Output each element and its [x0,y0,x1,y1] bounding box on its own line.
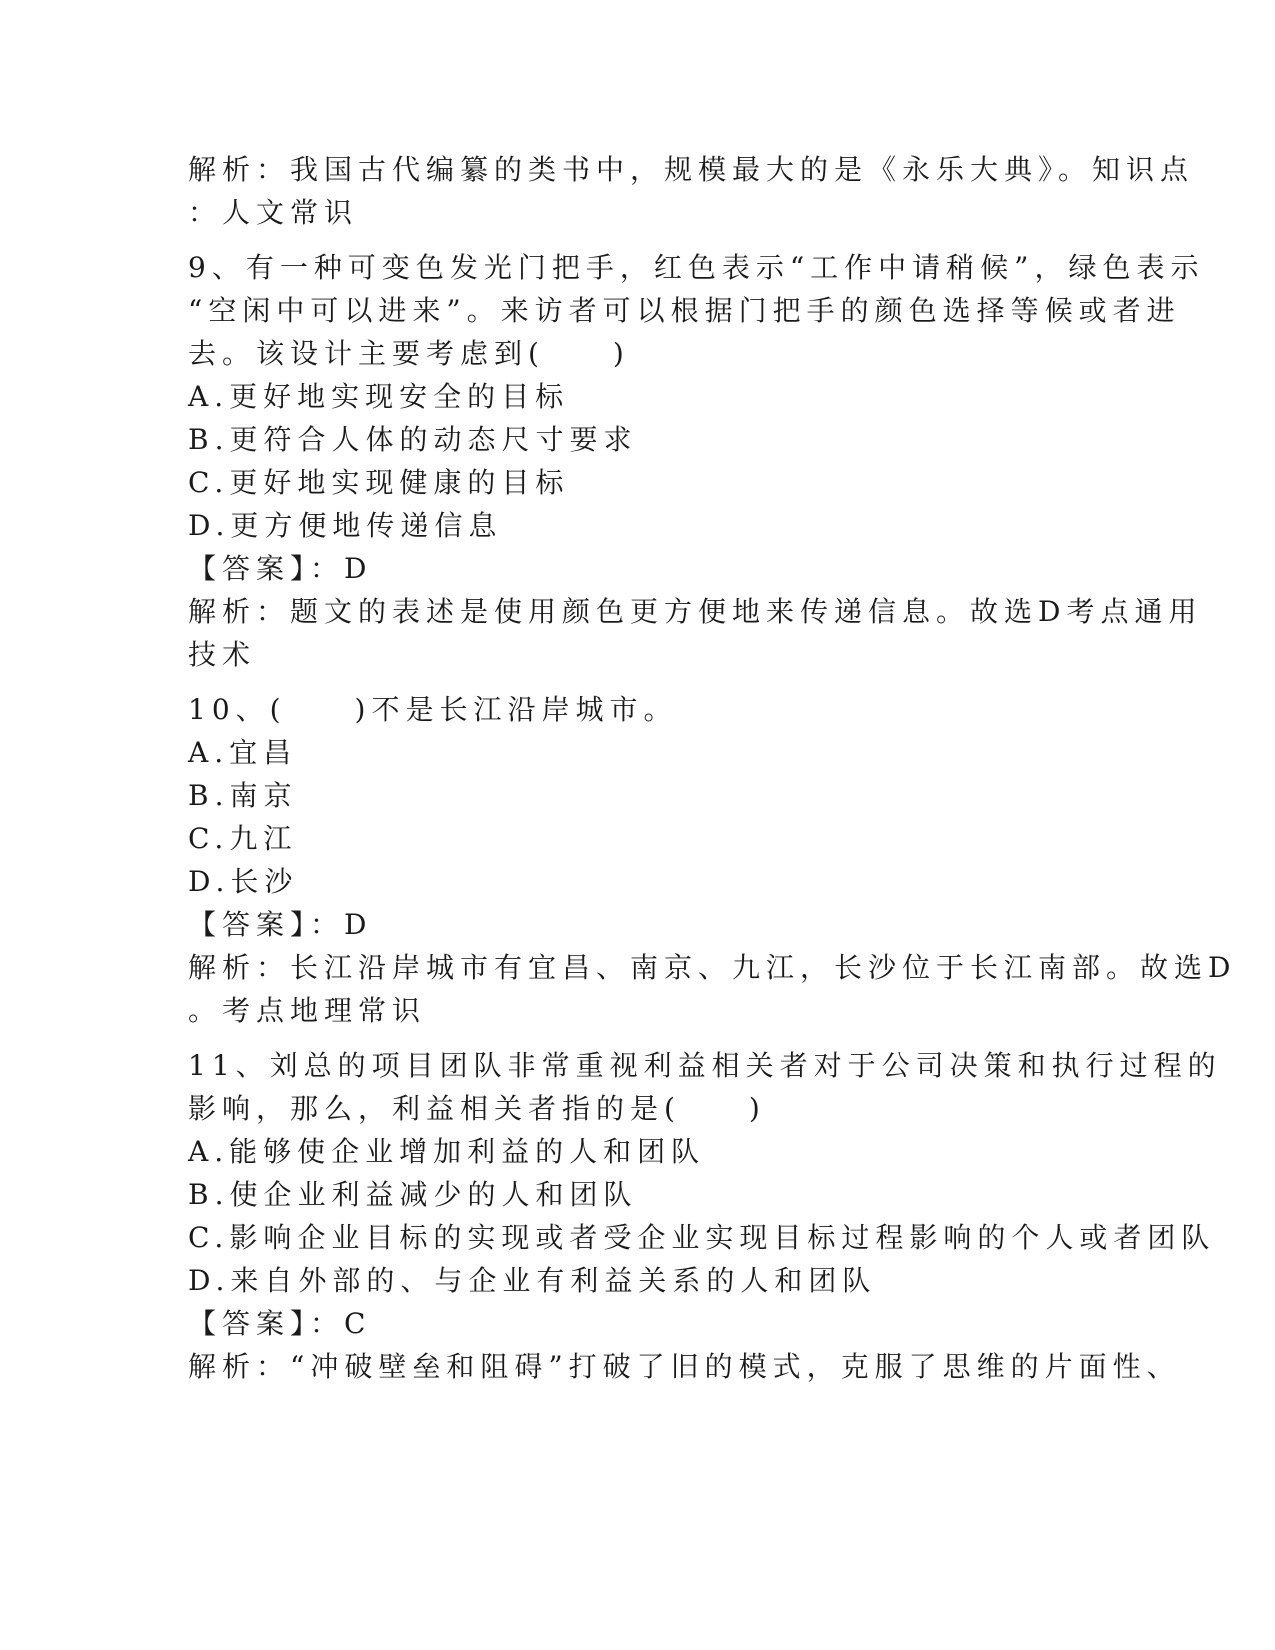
answer-line: 【答案】：C [188,1307,372,1340]
option-c: C.九江 [188,822,298,855]
question-stem-line: “空闲中可以进来”。来访者可以根据门把手的颜色选择等候或者进 [188,294,1181,327]
question-stem-line: 9、有一种可变色发光门把手，红色表示“工作中请稍候”，绿色表示 [188,251,1205,284]
option-b: B.南京 [188,779,298,812]
option-a: A.宜昌 [188,736,298,769]
question-stem-line: 10、( )不是长江沿岸城市。 [188,693,678,726]
option-d: D.来自外部的、与企业有利益关系的人和团队 [188,1264,877,1297]
option-d: D.更方便地传递信息 [188,509,503,542]
question-11 [188,1044,1222,1388]
question-9 [188,246,1205,676]
explanation-line: 。考点地理常识 [188,994,427,1027]
option-c: C.更好地实现健康的目标 [188,466,570,499]
explanation-line: 解析：我国古代编纂的类书中，规模最大的是《永乐大典》。知识点 [188,153,1195,186]
question-stem-line: 去。该设计主要考虑到( ) [188,337,630,370]
option-c: C.影响企业目标的实现或者受企业实现目标过程影响的个人或者团队 [188,1221,1216,1254]
explanation-line: 解析：“冲破壁垒和阻碍”打破了旧的模式，克服了思维的片面性、 [188,1350,1181,1383]
answer-line: 【答案】：D [188,908,373,941]
option-d: D.长沙 [188,865,299,898]
option-b: B.更符合人体的动态尺寸要求 [188,423,638,456]
option-a: A.能够使企业增加利益的人和团队 [188,1135,706,1168]
prev-explanation [188,148,1195,234]
explanation-line: ：人文常识 [188,196,359,229]
document-page [188,148,1237,1388]
answer-line: 【答案】：D [188,552,373,585]
option-b: B.使企业利益减少的人和团队 [188,1178,638,1211]
question-stem-line: 影响，那么，利益相关者指的是( ) [188,1092,766,1125]
question-stem-line: 11、刘总的项目团队非常重视利益相关者对于公司决策和执行过程的 [188,1049,1222,1082]
option-a: A.更好地实现安全的目标 [188,380,570,413]
explanation-line: 解析：长江沿岸城市有宜昌、南京、九江，长沙位于长江南部。故选D [188,951,1237,984]
question-10 [188,688,1237,1032]
explanation-line: 解析：题文的表述是使用颜色更方便地来传递信息。故选D考点通用 [188,595,1203,628]
explanation-line: 技术 [188,638,257,671]
